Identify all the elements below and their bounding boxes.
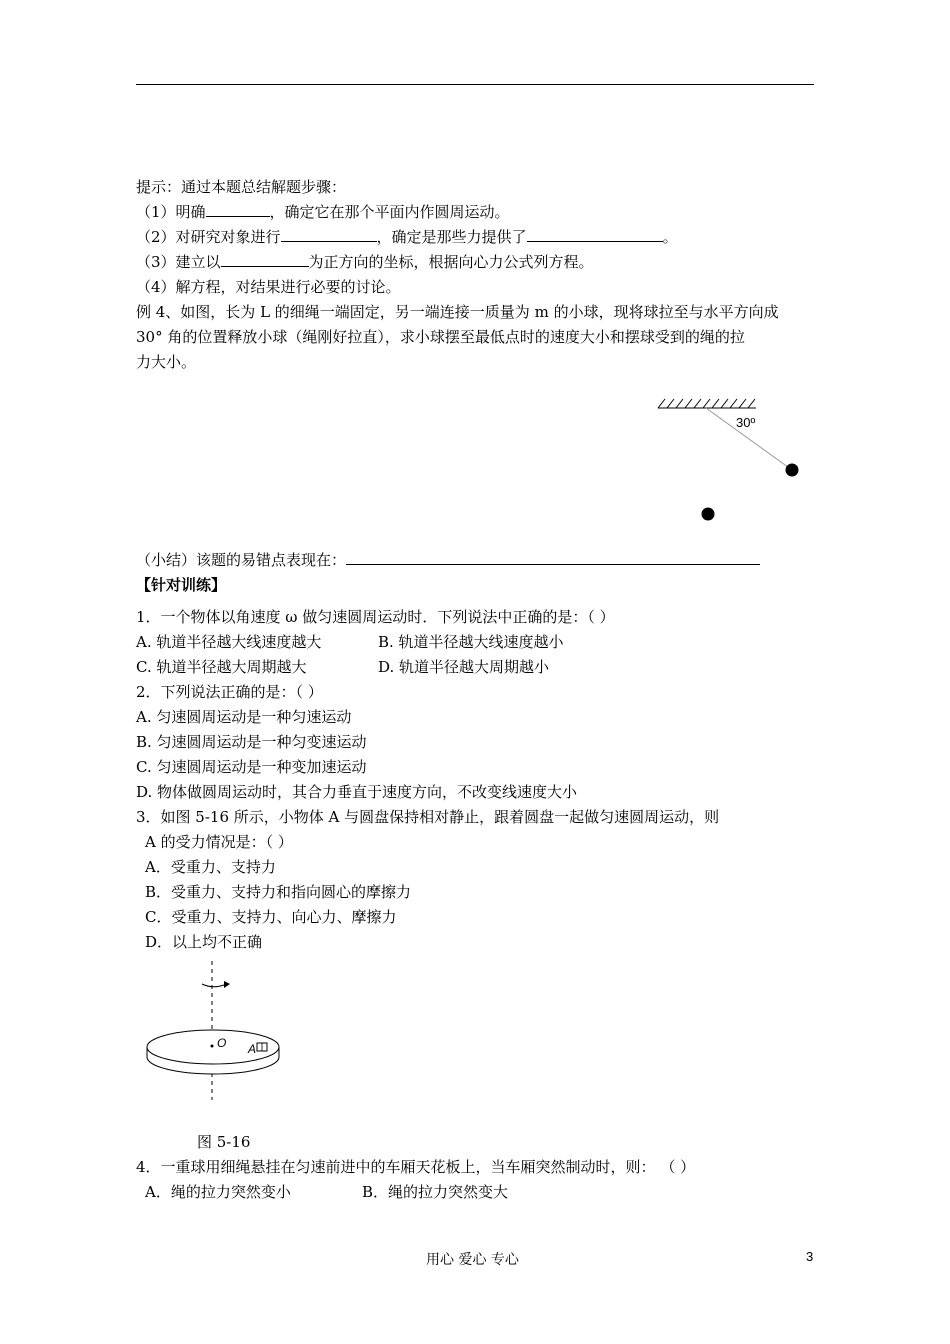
q2-option-d: D. 物体做圆周运动时，其合力垂直于速度方向，不改变线速度大小 [136, 783, 578, 801]
page-number: 3 [806, 1249, 814, 1264]
object-label-a: A [248, 1042, 257, 1056]
footer-motto: 用心 爱心 专心 [426, 1252, 519, 1268]
q2-option-b: B. 匀速圆周运动是一种匀变速运动 [136, 733, 367, 751]
hint-step-1: （1）明确 ，确定它在那个平面内作圆周运动。 [136, 203, 510, 221]
answer-blank [206, 202, 270, 217]
q2-stem: 2．下列说法正确的是：（ ） [136, 683, 323, 701]
hint-step-4: （4）解方程，对结果进行必要的讨论。 [136, 278, 401, 296]
q4-option-b: B．绳的拉力突然变大 [362, 1183, 509, 1201]
center-label-o: O [217, 1036, 227, 1050]
q3-option-a: A．受重力、支持力 [145, 858, 276, 876]
ceiling-hatch [658, 399, 755, 408]
example4-line1: 例 4、如图，长为 L 的细绳一端固定，另一端连接一质量为 m 的小球，现将球拉至与水平方向成 [136, 303, 779, 321]
pendulum-figure [650, 392, 810, 527]
training-heading: 【针对训练】 [136, 576, 227, 594]
example4-line2: 30° 角的位置释放小球（绳刚好拉直），求小球摆至最低点时的速度大小和摆球受到的绳的拉 [136, 328, 745, 346]
q2-option-a: A. 匀速圆周运动是一种匀速运动 [136, 708, 352, 726]
q3-option-b: B．受重力、支持力和指向圆心的摩擦力 [145, 883, 412, 901]
q3-stem-line2: A 的受力情况是：（ ） [145, 833, 293, 851]
q3-option-d: D．以上均不正确 [145, 933, 263, 951]
q2-option-c: C. 匀速圆周运动是一种变加速运动 [136, 758, 367, 776]
answer-blank [527, 227, 663, 242]
answer-blank [221, 252, 309, 267]
summary-line: （小结）该题的易错点表现在： [136, 550, 760, 570]
q3-stem-line1: 3．如图 5-16 所示，小物体 A 与圆盘保持相对静止，跟着圆盘一起做匀速圆周运动，则 [136, 808, 720, 826]
ball-released [786, 464, 799, 477]
q3-option-c: C．受重力、支持力、向心力、摩擦力 [145, 908, 397, 926]
angle-label: 30º [736, 415, 756, 430]
ball-lowest [702, 508, 715, 521]
answer-blank [346, 550, 760, 565]
q1-option-b: B. 轨道半径越大线速度越小 [378, 633, 564, 651]
rotation-arrow-icon [202, 984, 224, 987]
q1-stem: 1．一个物体以角速度 ω 做匀速圆周运动时．下列说法中正确的是：（ ） [136, 608, 615, 626]
hint-title: 提示：通过本题总结解题步骤： [136, 178, 347, 196]
q1-option-c: C. 轨道半径越大周期越大 [136, 658, 307, 676]
example4-line3: 力大小。 [136, 353, 197, 371]
hint-step-3: （3）建立以 为正方向的坐标，根据向心力公式列方程。 [136, 253, 594, 271]
q4-stem: 4．一重球用细绳悬挂在匀速前进中的车厢天花板上，当车厢突然制动时，则： （ ） [136, 1158, 696, 1176]
figure-caption: 图 5-16 [197, 1133, 251, 1151]
answer-blank [281, 227, 377, 242]
disc-center-dot [211, 1045, 214, 1048]
header-rule [136, 84, 814, 85]
q4-option-a: A．绳的拉力突然变小 [145, 1183, 291, 1201]
q1-option-a: A. 轨道半径越大线速度越大 [136, 633, 322, 651]
hint-step-2: （2）对研究对象进行 ，确定是那些力提供了 。 [136, 228, 678, 246]
q1-option-d: D. 轨道半径越大周期越小 [378, 658, 550, 676]
disc-figure [140, 955, 290, 1105]
